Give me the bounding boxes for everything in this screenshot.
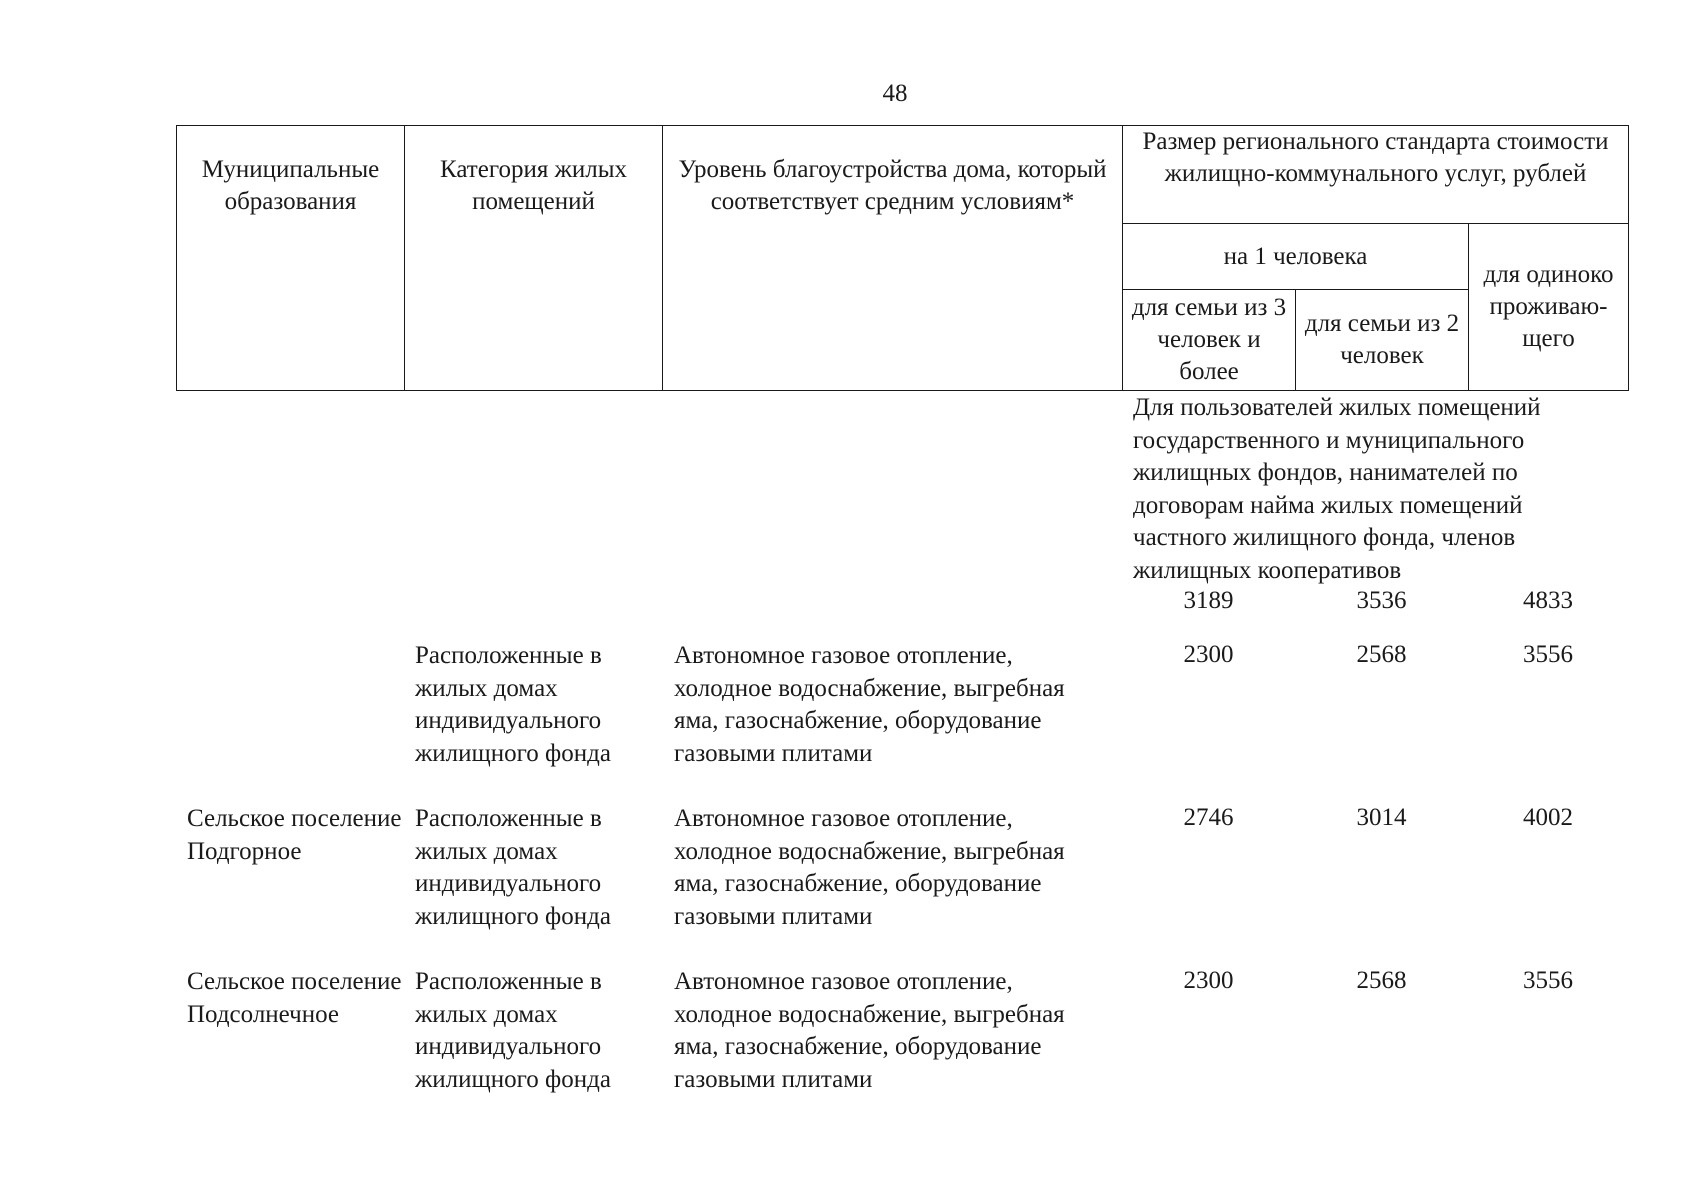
row-3-value-family-3: 2300 xyxy=(1183,967,1234,994)
intro-value-family-3: 3189 xyxy=(1183,587,1234,614)
row-1-level: Автономное газовое отопление, холодное водоснабжение, выгребная яма, газоснабжение, оборудование газовыми плитами xyxy=(674,642,1065,767)
header-standard-size: Размер регионального стандарта стоимости жилищно-коммунального услуг, рублей xyxy=(1123,126,1629,224)
row-1-value-single: 3556 xyxy=(1523,641,1573,668)
row-2-value-family-2: 3014 xyxy=(1356,804,1407,831)
table-header xyxy=(176,125,1629,391)
header-municipalities: Муниципальные образования xyxy=(177,126,405,391)
intro-note: Для пользователей жилых помещений государственного и муниципального жилищных фондов, нанимателей по договорам найма жилых помещений частного жилищного фонда, членов жилищных кооперативов xyxy=(1133,394,1541,584)
row-1-value-family-3: 2300 xyxy=(1183,641,1234,668)
row-2-level: Автономное газовое отопление, холодное водоснабжение, выгребная яма, газоснабжение, оборудование газовыми плитами xyxy=(674,805,1065,930)
header-per-person: на 1 человека xyxy=(1123,224,1469,290)
intro-value-family-2: 3536 xyxy=(1356,587,1407,614)
row-3-category: Расположенные в жилых домах индивидуального жилищного фонда xyxy=(415,968,611,1093)
page-number: 48 xyxy=(882,80,908,107)
header-family-2: для семьи из 2 человек xyxy=(1296,290,1469,391)
row-1-value-family-2: 2568 xyxy=(1356,641,1407,668)
row-3-value-single: 3556 xyxy=(1523,967,1573,994)
row-3-value-family-2: 2568 xyxy=(1356,967,1407,994)
row-1-category: Расположенные в жилых домах индивидуального жилищного фонда xyxy=(415,642,611,767)
row-2-category: Расположенные в жилых домах индивидуального жилищного фонда xyxy=(415,805,611,930)
header-level: Уровень благоустройства дома, который соответствует средним условиям* xyxy=(663,126,1123,391)
row-2-municipality: Сельское поселение Подгорное xyxy=(187,805,402,865)
intro-value-single: 4833 xyxy=(1523,587,1573,614)
header-single: для одиноко проживаю-щего xyxy=(1469,224,1629,391)
row-2-value-single: 4002 xyxy=(1523,804,1573,831)
header-family-3: для семьи из 3 человек и более xyxy=(1123,290,1296,391)
row-3-level: Автономное газовое отопление, холодное водоснабжение, выгребная яма, газоснабжение, оборудование газовыми плитами xyxy=(674,968,1065,1093)
header-category: Категория жилых помещений xyxy=(405,126,663,391)
row-2-value-family-3: 2746 xyxy=(1183,804,1234,831)
row-3-municipality: Сельское поселение Подсолнечное xyxy=(187,968,402,1028)
